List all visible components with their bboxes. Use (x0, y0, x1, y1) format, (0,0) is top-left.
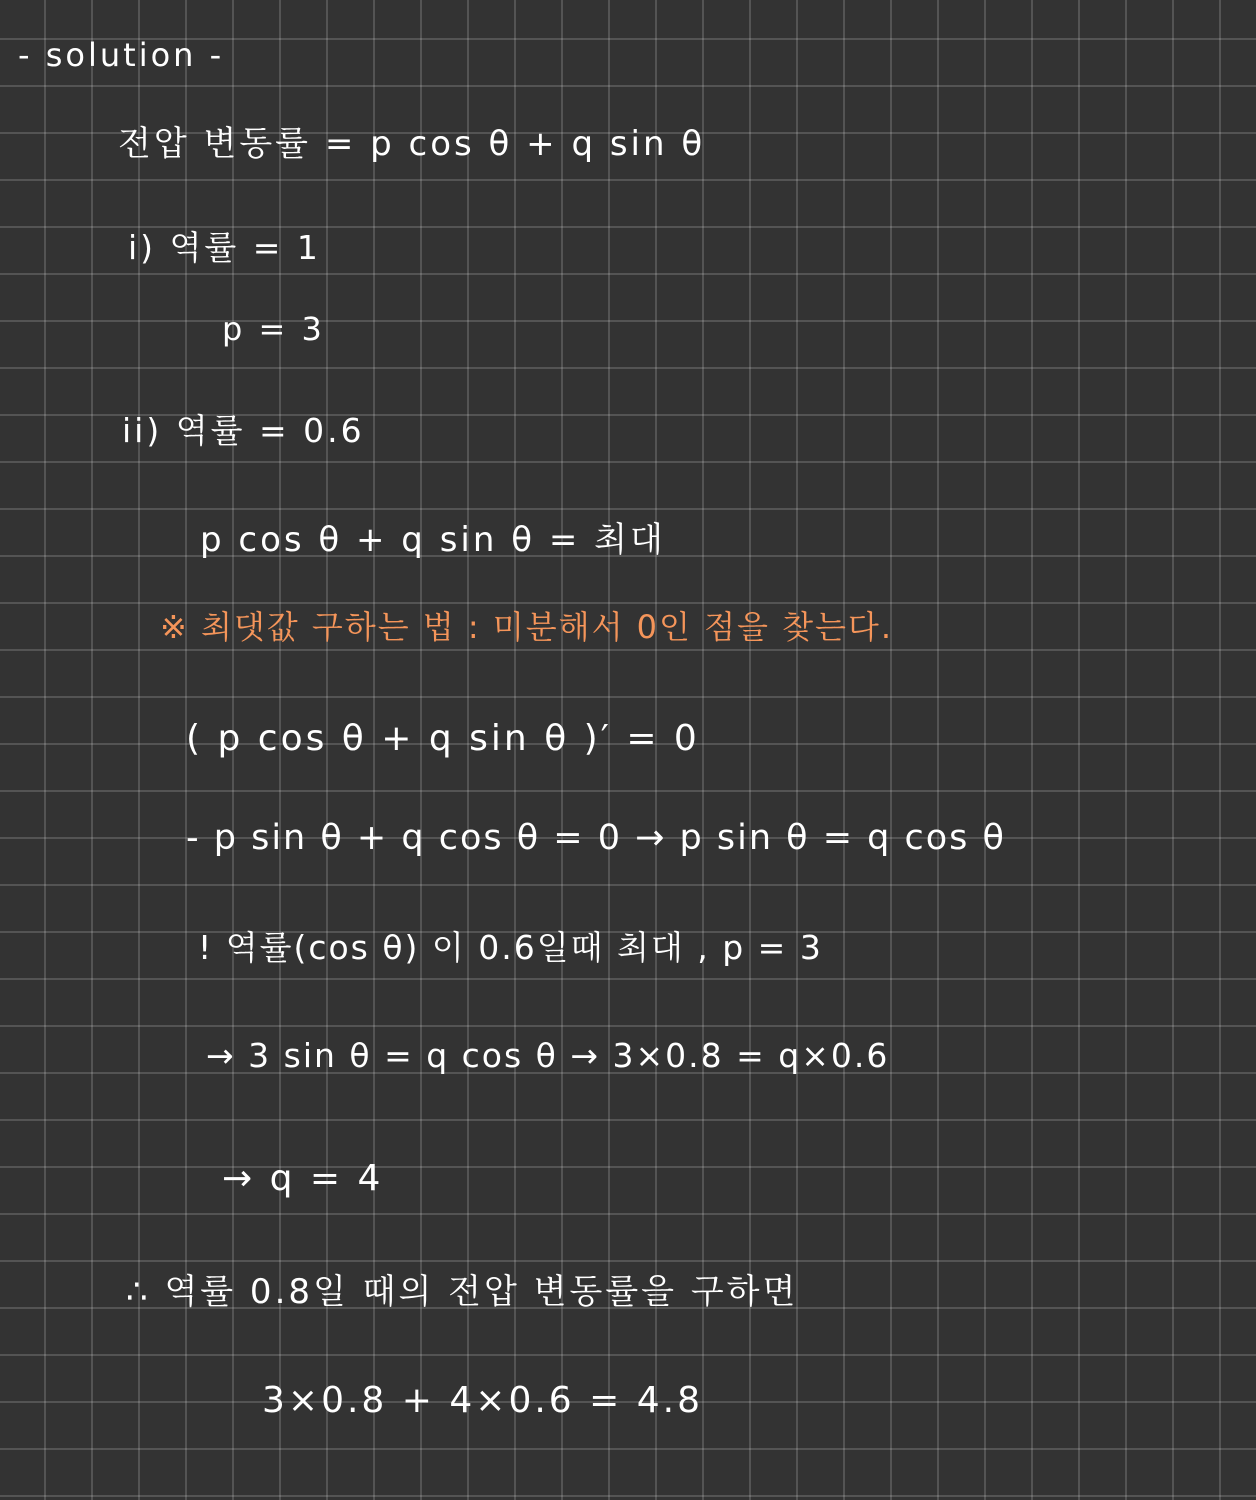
q-result: → q = 4 (222, 1158, 384, 1199)
conclusion-line: ∴ 역률 0.8일 때의 전압 변동률을 구하면 (126, 1272, 799, 1312)
case-1-value: p = 3 (222, 310, 325, 348)
maximum-method-tip: ※ 최댓값 구하는 법 : 미분해서 0인 점을 찾는다. (160, 608, 894, 646)
derivative-equation: ( p cos θ + q sin θ )′ = 0 (186, 718, 700, 759)
case-2-goal: p cos θ + q sin θ = 최대 (200, 520, 666, 560)
derivative-result: - p sin θ + q cos θ = 0 → p sin θ = q cos θ (186, 818, 1006, 858)
case-1-label: i) 역률 = 1 (128, 228, 321, 267)
substitution-line: → 3 sin θ = q cos θ → 3×0.8 = q×0.6 (206, 1036, 890, 1075)
power-factor-condition: ! 역률(cos θ) 이 0.6일때 최대 , p = 3 (198, 928, 823, 967)
voltage-regulation-formula: 전압 변동률 = p cos θ + q sin θ (118, 124, 706, 164)
solution-header: - solution - (18, 36, 225, 74)
case-2-label: ii) 역률 = 0.6 (122, 411, 365, 450)
final-answer: 3×0.8 + 4×0.6 = 4.8 (262, 1380, 703, 1421)
